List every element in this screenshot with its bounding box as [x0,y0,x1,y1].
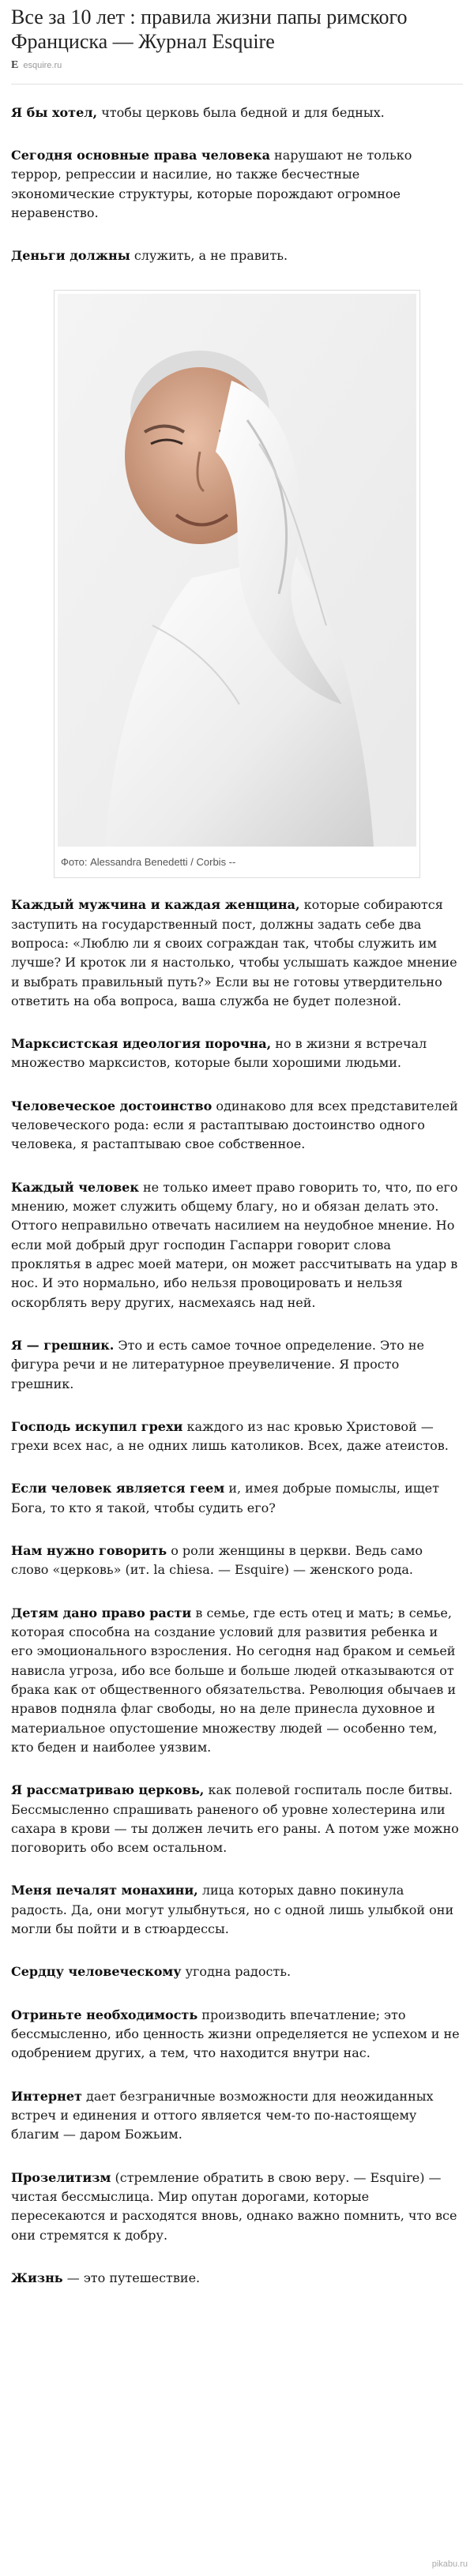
paragraph: Каждый мужчина и каждая женщина, которые собираются заступить на государственный пост, должны задать себе два вопроса: «Люблю ли я своих сограждан так, чтобы служить им лучше? И кроток ли я настолько, чтобы услышать каждое мнение и выбрать правильный путь?» Если вы не готовы утвердительно ответить на оба вопроса, ваша служба не будет полезной. [11,897,457,1008]
article-title: Все за 10 лет : правила жизни папы римского Франциска — Журнал Esquire [11,6,408,54]
paragraph: Отриньте необходимость производить впечатление; это бессмысленно, ибо ценность жизни определяется не успехом и не одобрением других, а тем, что находится внутри нас. [11,2007,460,2061]
paragraph: Каждый человек не только имеет право говорить то, что, по его мнению, может служить общему благу, но и обязан делать это. Оттого неправильно отвечать насилием на неудобное мнение. Но если мой добрый друг господин Гаспарри говорит слова проклятья в адрес моей матери, он может рассчитывать на удар в нос. И это нормально, ибо нельзя провоцировать и нельзя оскорблять веру других, насмехаясь над ней. [11,1179,458,1310]
paragraph: Сердцу человеческому угодна радость. [11,1964,292,1980]
paragraph: Господь искупил грехи каждого из нас кровью Христовой — грехи всех нас, а не одних лишь католиков. Всех, даже атеистов. [11,1418,449,1454]
paragraph: Я бы хотел, чтобы церковь была бедной и для бедных. [11,104,385,120]
intro-paragraphs [11,103,463,266]
paragraph: Марксистская идеология порочна, но в жизни я встречал множество марксистов, которые были хорошими людьми. [11,1036,427,1071]
paragraph: Я — грешник. Это и есть самое точное определение. Это не фигура речи и не литературное преувеличение. Я просто грешник. [11,1337,424,1391]
paragraph: Человеческое достоинство одинаково для всех представителей человеческого рода: если я растаптываю достоинство одного человека, я растаптываю свое собственное. [11,1098,458,1152]
paragraph: Сегодня основные права человека нарушают не только террор, репрессии и насилие, но также бесчестные экономические структуры, которые порождают огромное неравенство. [11,147,412,220]
article [0,5,474,2288]
paragraph: Жизнь — это путешествие. [11,2270,201,2285]
paragraph: Меня печалят монахини, лица которых давно покинула радость. Да, они могут улыбнуться, но с одной лишь улыбкой они могли бы пойти и в стюардессы. [11,1883,454,1937]
photo-caption: Фото: Alessandra Benedetti / Corbis -- [61,855,236,868]
pikabu-watermark: pikabu.ru [431,2559,468,2570]
paragraph: Детям дано право расти в семье, где есть отец и мать; в семье, которая способна на создание условий для развития ребенка и его эмоционального взросления. Но сегодня над браком и семьей нависла угроза, ибо все больше и больше людей отказываются от брака как от общественного обязательства. Революция обычаев и нравов подняла флаг свободы, но на деле принесла духовное и материальное опустошение множеству людей — особенно тем, кто беден и наиболее уязвим. [11,1605,456,1755]
source-domain: esquire.ru [23,60,62,70]
paragraph: Деньги должны служить, а не править. [11,248,288,264]
pope-portrait-image [58,294,416,847]
body-paragraphs [11,896,463,2288]
paragraph: Интернет дает безграничные возможности для неожиданных встреч и единения и оттого является чем-то по-настоящему благим — даром Божьим. [11,2088,434,2142]
paragraph: Если человек является геем и, имея добрые помыслы, ищет Бога, то кто я такой, чтобы судить его? [11,1481,439,1515]
article-photo [54,290,420,879]
paragraph: Нам нужно говорить о роли женщины в церкви. Ведь само слово «церковь» (ит. la chiesa. — Esquire) — женского рода. [11,1543,423,1578]
esquire-logo-icon: E [11,59,19,72]
paragraph: Прозелитизм (стремление обратить в свою веру. — Esquire) — чистая бессмыслица. Мир опутан дорогами, которые пересекаются и расходятся вновь, однако важно помнить, что все они стремятся к добру. [11,2169,457,2243]
paragraph: Я рассматриваю церковь, как полевой госпиталь после битвы. Бессмысленно спрашивать раненого об уровне холестерина или сахара в крови — ты должен лечить его раны. А потом уже можно поговорить обо всем остальном. [11,1782,459,1856]
article-source[interactable] [11,57,463,73]
